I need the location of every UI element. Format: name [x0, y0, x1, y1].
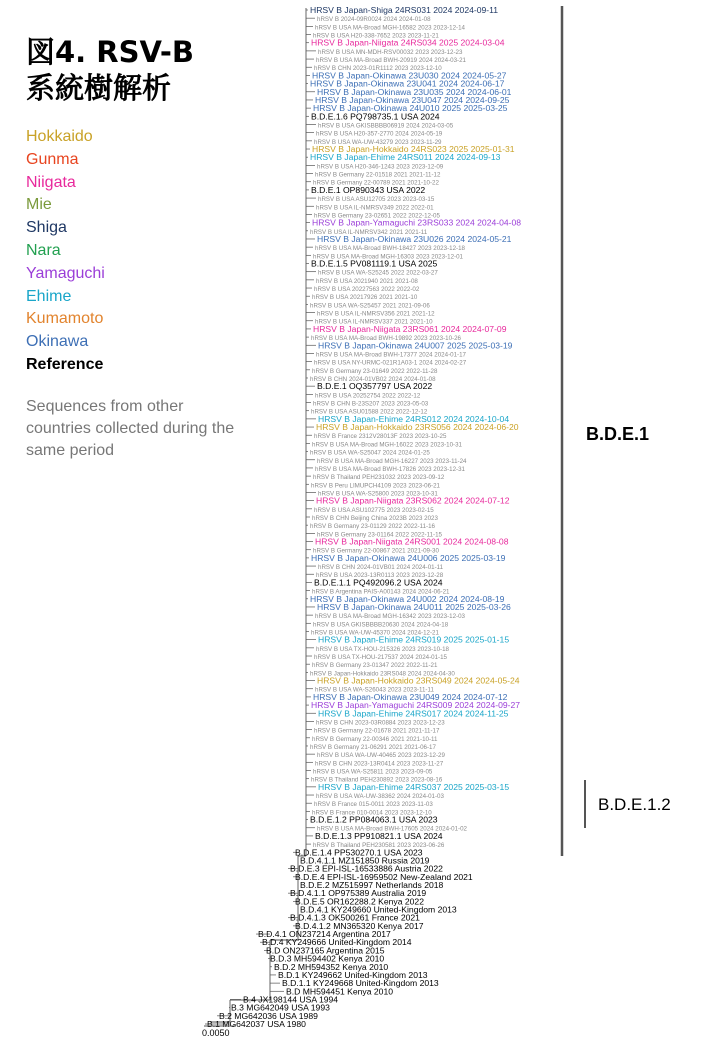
- reference-leaf: B.D.E.2 MZ515997 Netherlands 2018: [300, 879, 444, 890]
- reference-leaf: B.D.E.4 EPI-ISL-16959502 New-Zealand 2021: [295, 871, 473, 882]
- japan-leaf: HRSV B Japan-Ehime 24RS011 2024 2024-09-13: [310, 152, 501, 163]
- other-country-leaf: hRSV B Germany 22-00346 2021 2021-10-11: [312, 735, 438, 743]
- other-country-leaf: hRSV B Japan-Hokkaido 23RS048 2024 2024-04-30: [310, 670, 455, 678]
- title-line-2: 系統樹解析: [26, 71, 172, 105]
- legend-reference: Reference: [26, 355, 104, 373]
- japan-leaf: HRSV B Japan-Shiga 24RS031 2024 2024-09-11: [310, 5, 499, 15]
- other-country-leaf: hRSV B CHN 2024-01VB02 2024 2024-01-08: [310, 375, 436, 383]
- other-country-leaf: hRSV B Germany 21-06291 2021 2021-06-17: [310, 743, 436, 751]
- reference-leaf: B.D.E.1.1 PQ492096.2 USA 2024: [314, 577, 443, 588]
- other-country-leaf: hRSV B USA MA-Broad BWH-17605 2024 2024-01-02: [317, 825, 467, 833]
- other-country-leaf: hRSV B USA 20217926 2021 2021-10: [312, 294, 418, 302]
- japan-leaf: HRSV B Japan-Okinawa 23U049 2024 2024-07-12: [313, 691, 508, 702]
- other-country-leaf: hRSV B Germany 23-01129 2022 2022-11-16: [310, 523, 435, 531]
- reference-leaf: B.D.E.3 EPI-ISL-16533886 Austria 2022: [290, 863, 443, 874]
- other-country-leaf: hRSV B Germany 22-00867 2021 2021-09-30: [313, 547, 439, 555]
- scale-bar-label: 0.0050: [202, 1028, 230, 1038]
- japan-leaf: HRSV B Japan-Ehime 24RS012 2024 2024-10-04: [318, 413, 510, 424]
- reference-leaf: B.D ON237165 Argentina 2015: [266, 945, 385, 956]
- other-countries-note: Sequences from other countries collected during the same period: [26, 398, 235, 459]
- other-country-leaf: hRSV B USA H20-357-2770 2024 2024-05-19: [316, 130, 443, 138]
- other-country-leaf: hRSV B USA TX-HOU-215326 2023 2023-10-18: [316, 645, 449, 653]
- other-country-leaf: hRSV B USA GKISBBBB20630 2024 2024-04-18: [313, 621, 449, 629]
- japan-leaf: HRSV B Japan-Okinawa 24U006 2025 2025-03-19: [311, 552, 506, 563]
- other-country-leaf: hRSV B Argentina PAIS-A00143 2024 2024-06-21: [312, 588, 450, 596]
- other-country-leaf: hRSV B Germany 22-01518 2021 2021-11-12: [315, 171, 441, 179]
- reference-leaf: B.3 MG642049 USA 1993: [231, 1002, 330, 1013]
- other-country-leaf: hRSV B USA MA-Broad MGH-16227 2023 2023-11-24: [317, 457, 467, 465]
- reference-leaf: B.D.1.1 KY249668 United-Kingdom 2013: [282, 978, 439, 989]
- other-country-leaf: hRSV B USA H20-338-7652 2023 2023-11-21: [313, 32, 439, 40]
- other-country-leaf: hRSV B CHN Beijing China 2023B 2023 2023: [312, 515, 438, 522]
- japan-leaf: HRSV B Japan-Okinawa 24U007 2025 2025-03-19: [318, 340, 513, 351]
- other-country-leaf: hRSV B USA TX-HOU-217537 2024 2024-01-15: [314, 654, 447, 662]
- legend-gunma: Gunma: [26, 150, 79, 168]
- other-country-leaf: hRSV B USA MA-Broad BWH-17826 2023 2023-12-31: [315, 465, 465, 473]
- other-country-leaf: hRSV B CHN B-23S207 2023 2023-05-03: [313, 400, 429, 408]
- japan-leaf: HRSV B Japan-Yamaguchi 24RS009 2024 2024-09-27: [311, 700, 521, 711]
- other-country-leaf: hRSV B USA MA-Broad BWH-17377 2024 2024-01-17: [316, 351, 466, 359]
- other-country-leaf: hRSV B 2024-09R0024 2024 2024-01-08: [317, 16, 431, 24]
- japan-leaf: HRSV B Japan-Niigata 23RS061 2024 2024-07-09: [313, 323, 507, 334]
- other-country-leaf: hRSV B Germany 23-01649 2022 2022-11-28: [312, 367, 438, 375]
- other-country-leaf: hRSV B USA WA-UW-43279 2023 2023-11-29: [314, 138, 442, 146]
- other-country-leaf: hRSV B USA H20-346-1243 2023 2023-12-09: [317, 163, 444, 171]
- japan-leaf: HRSV B Japan-Hokkaido 23RS049 2024 2024-05-24: [317, 675, 520, 686]
- other-country-leaf: hRSV B USA IL-NMRSV342 2021 2021-11: [310, 228, 428, 236]
- japan-leaf: HRSV B Japan-Okinawa 24U011 2025 2025-03-26: [317, 601, 511, 612]
- japan-leaf: HRSV B Japan-Okinawa 23U035 2024 2024-06-01: [317, 86, 512, 97]
- legend-nara: Nara: [26, 241, 61, 259]
- other-country-leaf: hRSV B Thailand PEH231032 2023 2023-09-12: [313, 474, 445, 482]
- clade-label-bde12: B.D.E.1.2: [598, 795, 671, 814]
- reference-leaf: B.D.4.1.2 MN365320 Kenya 2017: [295, 920, 424, 931]
- other-country-leaf: hRSV B France 010-0014 2023 2023-12-10: [312, 809, 432, 817]
- other-country-leaf: hRSV B USA MA-Broad BWH-20919 2024 2024-03-21: [316, 57, 466, 65]
- other-country-leaf: hRSV B USA 2021940 2021 2021-08: [316, 277, 418, 285]
- other-country-leaf: hRSV B Germany 23-01347 2022 2022-11-21: [312, 662, 438, 670]
- reference-leaf: B.D.E.1.5 PV081119.1 USA 2025: [311, 258, 438, 269]
- reference-leaf: B.D.E.1.4 PP530270.1 USA 2023: [295, 847, 423, 858]
- other-country-leaf: hRSV B USA WA-S25811 2023 2023-09-05: [313, 768, 433, 776]
- other-country-leaf: hRSV B Thailand PEH230581 2023 2023-06-26: [313, 842, 445, 850]
- reference-leaf: B.D.4.1 KY249660 United-Kingdom 2013: [300, 904, 457, 915]
- other-country-leaf: hRSV B France 2312V28013F 2023 2023-10-25: [314, 433, 447, 441]
- reference-leaf: B.D.4.1.1 MZ151850 Russia 2019: [300, 855, 430, 866]
- japan-leaf: HRSV B Japan-Niigata 24RS034 2025 2024-03-04: [311, 37, 505, 48]
- other-country-leaf: hRSV B USA IL-NMRSV349 2022 2022-01: [316, 204, 434, 212]
- japan-leaf: HRSV B Japan-Okinawa 23U041 2024 2024-06-17: [310, 78, 505, 89]
- other-country-leaf: hRSV B Peru LIMUPCH4109 2023 2023-06-21: [311, 482, 440, 490]
- reference-leaf: B.D.E.1.6 PQ798735.1 USA 2024: [311, 111, 440, 122]
- other-country-leaf: hRSV B USA 2023-13R0113 2023 2023-12-28: [316, 572, 444, 580]
- japan-leaf: HRSV B Japan-Niigata 24RS001 2024 2024-08-08: [315, 536, 509, 547]
- other-country-leaf: hRSV B USA NY-URMC-021R1A03-1 2024 2024-02-27: [314, 359, 467, 367]
- other-country-leaf: hRSV B France 015-0011 2023 2023-11-03: [314, 801, 433, 809]
- reference-leaf: B.D.4.1.3 OK500261 France 2021: [290, 912, 420, 923]
- legend-hokkaido: Hokkaido: [26, 128, 93, 145]
- reference-leaf: B.D.1 KY249662 United-Kingdom 2013: [278, 969, 428, 980]
- other-country-leaf: hRSV B USA IL-NMRSV337 2021 2021-10: [315, 318, 433, 326]
- other-country-leaf: hRSV B USA WA-S25047 2024 2024-01-25: [310, 449, 430, 457]
- other-country-leaf: hRSV B Germany 23-01164 2022 2022-11-15: [317, 531, 442, 539]
- japan-leaf: HRSV B Japan-Ehime 24RS019 2025 2025-01-15: [318, 634, 510, 645]
- legend-shiga: Shiga: [26, 219, 67, 237]
- japan-leaf: HRSV B Japan-Okinawa 24U010 2025 2025-03-25: [313, 103, 508, 114]
- other-country-leaf: hRSV B USA ASU01588 2022 2022-12-12: [311, 408, 428, 416]
- reference-leaf: B.D.E.1 OQ357797 USA 2022: [317, 381, 433, 392]
- legend-mie: Mie: [26, 196, 52, 214]
- japan-leaf: HRSV B Japan-Okinawa 23U030 2024 2024-05-27: [312, 70, 507, 81]
- other-country-leaf: hRSV B USA GKISBBBB06919 2024 2024-03-05: [318, 122, 454, 130]
- clade-label-bde1: B.D.E.1: [586, 424, 650, 444]
- other-country-leaf: hRSV B USA 20227563 2022 2022-02: [314, 286, 420, 294]
- other-country-leaf: hRSV B USA WA-UW-38362 2024 2024-01-03: [316, 793, 444, 801]
- other-country-leaf: hRSV B USA ASU12705 2023 2023-03-15: [318, 196, 435, 204]
- reference-leaf: B.D.E.1.2 PP084063.1 USA 2023: [310, 814, 438, 825]
- other-country-leaf: hRSV B USA WA-UW-40465 2023 2023-12-29: [317, 752, 445, 760]
- other-country-leaf: hRSV B USA MA-Broad MGH-16303 2023 2023-12-01: [313, 253, 463, 261]
- japan-leaf: HRSV B Japan-Hokkaido 23RS056 2024 2024-06-20: [316, 422, 519, 433]
- legend-niigata: Niigata: [26, 173, 76, 191]
- japan-leaf: HRSV B Japan-Ehime 24RS037 2025 2025-03-15: [318, 781, 510, 792]
- japan-leaf: HRSV B Japan-Hokkaido 24RS023 2025 2025-01-31: [312, 144, 515, 155]
- other-country-leaf: hRSV B Thailand PEH230892 2023 2023-08-16: [311, 776, 443, 784]
- other-country-leaf: hRSV B USA MA-Broad MGH-16022 2023 2023-10-31: [312, 441, 462, 449]
- reference-leaf: B.D.3 MH594402 Kenya 2010: [270, 953, 385, 964]
- reference-leaf: B.D.E.1 OP890343 USA 2022: [311, 184, 426, 195]
- reference-leaf: B.D.4 KY249666 United-Kingdom 2014: [262, 937, 412, 948]
- other-country-leaf: hRSV B CHN 2024-01VB01 2024 2024-01-11: [318, 564, 444, 572]
- reference-leaf: B.D.E.1.3 PP910821.1 USA 2024: [315, 830, 443, 841]
- other-country-leaf: hRSV B Germany 22-00789 2021 2021-10-22: [313, 179, 439, 187]
- reference-leaf: B.4 JX198144 USA 1994: [243, 994, 339, 1005]
- other-country-leaf: hRSV B USA WA-S25457 2021 2021-09-06: [310, 302, 430, 310]
- other-country-leaf: hRSV B USA WA-S26043 2023 2023-11-11: [315, 686, 434, 694]
- other-country-leaf: hRSV B USA WA-S25800 2023 2023-10-31: [318, 490, 438, 498]
- reference-leaf: B.2 MG642036 USA 1989: [219, 1010, 318, 1021]
- reference-leaf: B.1 MG642037 USA 1980: [207, 1019, 306, 1029]
- japan-leaf: HRSV B Japan-Okinawa 24U002 2024 2024-08-19: [310, 593, 505, 604]
- other-country-leaf: hRSV B USA MN-MDH-RSV00032 2023 2023-12-23: [318, 48, 463, 56]
- other-country-leaf: hRSV B USA MA-Broad BWH-19892 2023 2023-10-26: [311, 335, 461, 343]
- japan-leaf: HRSV B Japan-Niigata 23RS062 2024 2024-07-12: [316, 495, 510, 506]
- japan-leaf: HRSV B Japan-Okinawa 23U026 2024 2024-05-21: [317, 233, 512, 244]
- reference-leaf: B.D.E.5 OR162288.2 Kenya 2022: [295, 896, 424, 907]
- legend-yamaguchi: Yamaguchi: [26, 264, 105, 282]
- other-country-leaf: hRSV B CHN 2023-13R0414 2023 2023-11-27: [315, 760, 444, 768]
- other-country-leaf: hRSV B USA WA-UW-45370 2024 2024-12-21: [311, 629, 439, 637]
- other-country-leaf: hRSV B USA MA-Broad BWH-18427 2023 2023-12-18: [315, 245, 465, 253]
- other-country-leaf: hRSV B CHN 2023-03R0884 2023 2023-12-23: [316, 719, 445, 727]
- japan-leaf: HRSV B Japan-Ehime 24RS017 2024 2024-11-25: [318, 708, 509, 719]
- japan-leaf: HRSV B Japan-Yamaguchi 23RS033 2024 2024-04-08: [312, 217, 522, 228]
- other-country-leaf: hRSV B Germany 23-02651 2022 2022-12-05: [314, 212, 440, 220]
- other-country-leaf: hRSV B Germany 22-01678 2021 2021-11-17: [314, 727, 440, 735]
- other-country-leaf: hRSV B USA WA-S25245 2022 2022-03-27: [318, 269, 438, 277]
- other-country-leaf: hRSV B USA MA-Broad MGH-16582 2023 2023-12-14: [315, 24, 465, 32]
- other-country-leaf: hRSV B USA ASU102775 2023 2023-02-15: [314, 506, 434, 514]
- reference-leaf: B.D MH594451 Kenya 2010: [286, 986, 394, 997]
- title-line-1: 図4. RSV-B: [26, 35, 194, 69]
- other-country-leaf: hRSV B USA IL-NMRSV356 2021 2021-12: [317, 310, 435, 318]
- japan-leaf: HRSV B Japan-Okinawa 23U047 2024 2024-09-25: [315, 94, 510, 105]
- reference-leaf: B.D.2 MH594352 Kenya 2010: [274, 961, 389, 972]
- reference-leaf: B.D.4.1 ON237214 Argentina 2017: [258, 929, 391, 940]
- other-country-leaf: hRSV B USA MA-Broad MGH-16342 2023 2023-12-03: [315, 613, 465, 621]
- legend-ehime: Ehime: [26, 287, 72, 305]
- reference-leaf: B.D.4.1.1 OP975389 Australia 2019: [290, 888, 427, 899]
- legend-kumamoto: Kumamoto: [26, 310, 104, 328]
- legend-okinawa: Okinawa: [26, 333, 89, 351]
- other-country-leaf: hRSV B USA 20252754 2022 2022-12: [315, 392, 421, 400]
- other-country-leaf: hRSV B CHN 2023-01R1112 2023 2023-12-10: [314, 65, 442, 73]
